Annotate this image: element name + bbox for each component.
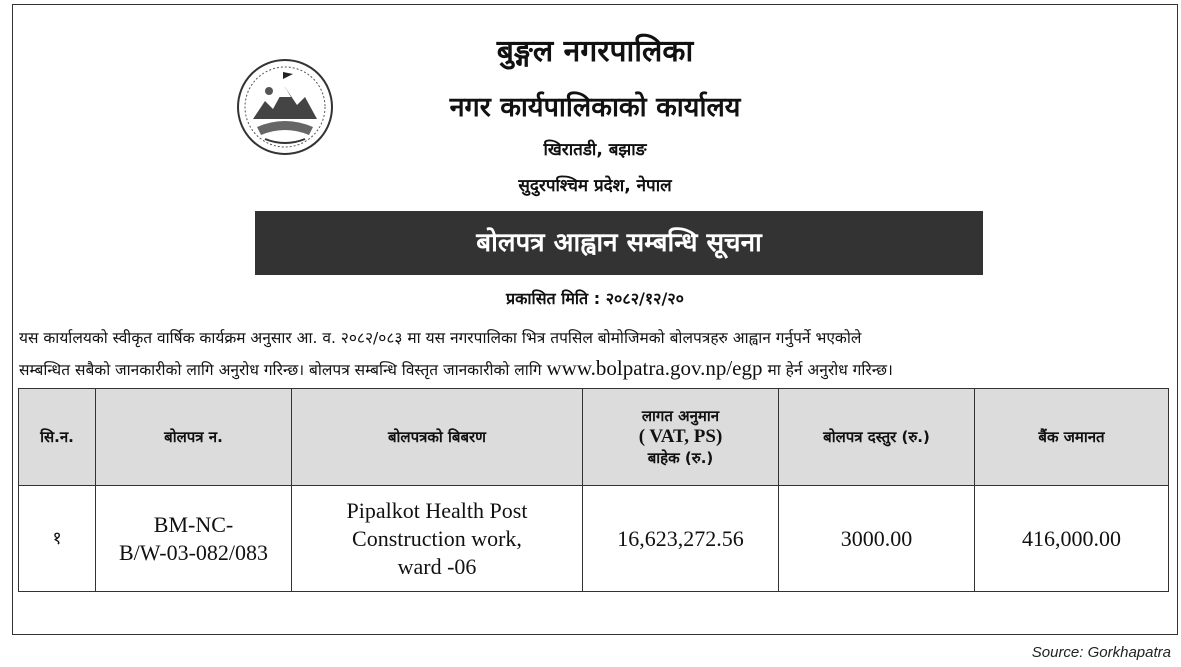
header-cost-bot: बाहेक (रु.) [647,449,714,467]
cell-desc-line-1: Pipalkot Health Post [346,497,528,523]
header-cost-top: लागत अनुमान [641,407,720,425]
cell-sn: १ [19,486,96,592]
body-line-2-before: सम्बन्धित सबैको जानकारीको लागि अनुरोध गरिन्छ। बोलपत्र सम्बन्धि विस्तृत जानकारीको लागि [19,361,542,379]
cell-description [292,486,583,592]
cell-cost: 16,623,272.56 [583,486,779,592]
cell-bid-no [96,486,292,592]
notice-title: बोलपत्र आह्वान सम्बन्धि सूचना [255,211,983,275]
header-bid-no: बोलपत्र न. [96,389,292,486]
cell-desc-line-2: Construction work, [352,525,522,551]
body-line-2 [19,353,1171,385]
source-credit: Source: Gorkhapatra [1031,644,1171,661]
table-header-row [19,389,1169,486]
egp-link[interactable]: www.bolpatra.gov.np/egp [546,356,763,380]
body-line-1: यस कार्यालयको स्वीकृत वार्षिक कार्यक्रम अनुसार आ. व. २०८२/०८३ मा यस नगरपालिका भित्र तपसिल बोमोजिमको बोलपत्रहरु आह्वान गर्नुपर्ने भएकोले [19,329,862,347]
office-province: सुदुरपश्चिम प्रदेश, नेपाल [518,176,672,196]
office-name: नगर कार्यपालिकाको कार्यालय [449,92,741,123]
header-sn: सि.न. [19,389,96,486]
table-row [19,486,1169,592]
cell-guarantee: 416,000.00 [975,486,1169,592]
header-cost-estimate [583,389,779,486]
cell-fee: 3000.00 [779,486,975,592]
body-line-2-after: मा हेर्न अनुरोध गरिन्छ। [767,361,893,379]
cell-bid-no-line-1: BM-NC- [153,511,234,537]
notice-body [19,323,1171,385]
office-location: खिरातडी, बझाङ [543,140,647,160]
municipality-name: बुङ्गल नगरपालिका [496,34,694,69]
bid-table [18,388,1169,592]
published-date [13,287,1177,309]
published-label: प्रकासित मिति : [506,289,601,308]
header-cost-mid: ( VAT, PS) [638,426,723,447]
notice-frame [12,4,1178,635]
header-bank-guarantee: बैंक जमानत [975,389,1169,486]
header-description: बोलपत्रको बिबरण [292,389,583,486]
published-value: २०८२/१२/२० [605,289,684,308]
cell-bid-no-line-2: B/W-03-082/083 [118,539,269,565]
header-bid-fee: बोलपत्र दस्तुर (रु.) [779,389,975,486]
cell-desc-line-3: ward -06 [397,553,477,579]
